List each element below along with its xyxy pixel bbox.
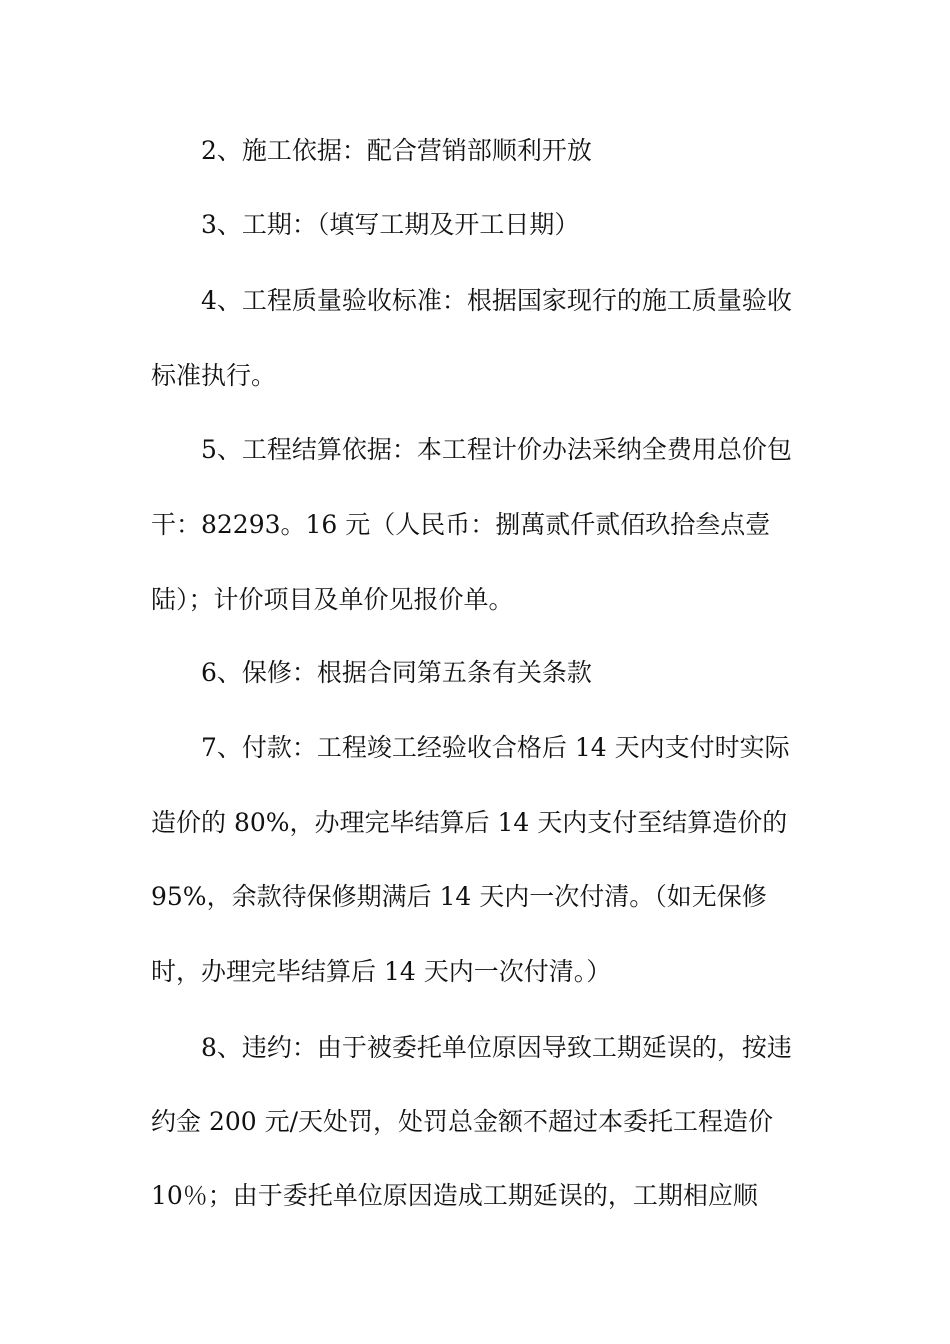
line-text: 约金 200 元/天处罚，处罚总金额不超过本委托工程造价	[151, 1107, 774, 1136]
paragraph-line	[0, 580, 950, 620]
paragraph-line	[0, 281, 950, 321]
paragraph-line	[0, 952, 950, 992]
paragraph-line	[0, 131, 950, 171]
paragraph-line	[0, 430, 950, 470]
paragraph-line	[0, 877, 950, 917]
paragraph-line	[0, 1102, 950, 1142]
line-text: 3、工期：（填写工期及开工日期）	[201, 210, 580, 239]
line-text: 4、工程质量验收标准：根据国家现行的施工质量验收	[201, 286, 792, 315]
line-text: 7、付款：工程竣工经验收合格后 14 天内支付时实际	[201, 733, 790, 762]
line-text: 时，办理完毕结算后 14 天内一次付清。）	[151, 957, 612, 986]
line-text: 8、违约：由于被委托单位原因导致工期延误的，按违	[201, 1033, 792, 1062]
paragraph-line	[0, 1028, 950, 1068]
line-text: 2、施工依据：配合营销部顺利开放	[201, 136, 592, 165]
line-text: 5、工程结算依据：本工程计价办法采纳全费用总价包	[201, 435, 792, 464]
line-text: 标准执行。	[151, 361, 277, 390]
line-text: 造价的 80%，办理完毕结算后 14 天内支付至结算造价的	[151, 808, 788, 837]
paragraph-line	[0, 1176, 950, 1216]
line-text: 10％；由于委托单位原因造成工期延误的，工期相应顺	[151, 1181, 758, 1210]
line-text: 6、保修：根据合同第五条有关条款	[201, 658, 592, 687]
line-text: 陆）；计价项目及单价见报价单。	[151, 585, 514, 614]
paragraph-line	[0, 505, 950, 545]
paragraph-line	[0, 653, 950, 693]
paragraph-line	[0, 803, 950, 843]
line-text: 95%，余款待保修期满后 14 天内一次付清。（如无保修	[151, 882, 767, 911]
paragraph-line	[0, 205, 950, 245]
line-text: 干：82293。16 元（人民币：捌萬贰仟贰佰玖拾叁点壹	[151, 510, 771, 539]
paragraph-line	[0, 356, 950, 396]
paragraph-line	[0, 728, 950, 768]
